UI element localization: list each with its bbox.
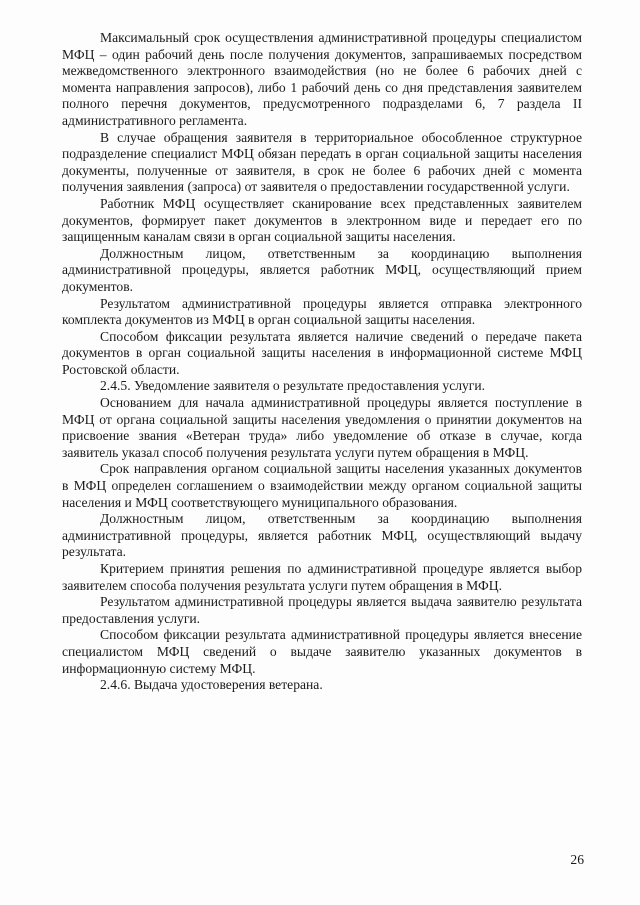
paragraph-scanning: Работник МФЦ осуществляет сканирование всех представленных заявителем документов, формирует пакет документов в электронном виде и передает его по защищенным каналам связи в орган социальной защиты населения.: [62, 195, 582, 245]
paragraph-max-term: Максимальный срок осуществления административной процедуры специалистом МФЦ – один рабочий день после получения документов, запрашиваемых посредством межведомственного электронного взаимодействия (но не более 6 рабочих дней с момента направления запросов), либо 1 рабочий день со дня представления заявителем полного перечня документов, предусмотренного подразделами 6, 7 раздела II административного регламента.: [62, 30, 582, 128]
paragraph-procedure-result-2: Результатом административной процедуры является выдача заявителю результата предоставления услуги.: [62, 594, 582, 626]
paragraph-direction-term: Срок направления органом социальной защиты населения указанных документов в МФЦ определен соглашением о взаимодействии между органом социальной защиты населения и МФЦ соответствующего муниципального образования.: [62, 461, 582, 510]
paragraph-responsible-official: Должностным лицом, ответственным за координацию выполнения административной процедуры, является работник МФЦ, осуществляющий прием документов.: [62, 245, 582, 294]
document-body: [62, 30, 582, 694]
paragraph-procedure-result: Результатом административной процедуры является отправка электронного комплекта документов из МФЦ в орган социальной защиты населения.: [62, 295, 582, 328]
paragraph-territorial-division: В случае обращения заявителя в территориальное обособленное структурное подразделение специалист МФЦ обязан передать в орган социальной защиты населения документы, полученные от заявителя, в срок не более 6 рабочих дней с момента получения заявления (запроса) от заявителя о предоставлении государственной услуги.: [62, 129, 582, 195]
paragraph-grounds: Основанием для начала административной процедуры является поступление в МФЦ от органа социальной защиты населения уведомления о принятии документов на присвоение звания «Ветеран труда» либо уведомление об отказе в случае, когда заявитель указал способ получения результата услуги путем обращения в МФЦ.: [62, 395, 582, 460]
paragraph-decision-criterion: Критерием принятия решения по административной процедуре является выбор заявителем способа получения результата услуги путем обращения в МФЦ.: [62, 561, 582, 593]
section-heading-2-4-6: 2.4.6. Выдача удостоверения ветерана.: [100, 677, 323, 693]
paragraph-result-fixation-2: Способом фиксации результата административной процедуры является внесение специалистом МФЦ сведений о выдаче заявителю указанных документов в информационную систему МФЦ.: [62, 627, 582, 676]
section-heading-2-4-5: 2.4.5. Уведомление заявителя о результате предоставления услуги.: [100, 378, 486, 394]
paragraph-responsible-official-2: Должностным лицом, ответственным за координацию выполнения административной процедуры, является работник МФЦ, осуществляющий выдачу результата.: [62, 511, 582, 560]
paragraph-result-fixation: Способом фиксации результата является наличие сведений о передаче пакета документов в орган социальной защиты населения в информационной системе МФЦ Ростовской области.: [62, 328, 582, 377]
page-number: 26: [570, 852, 584, 867]
